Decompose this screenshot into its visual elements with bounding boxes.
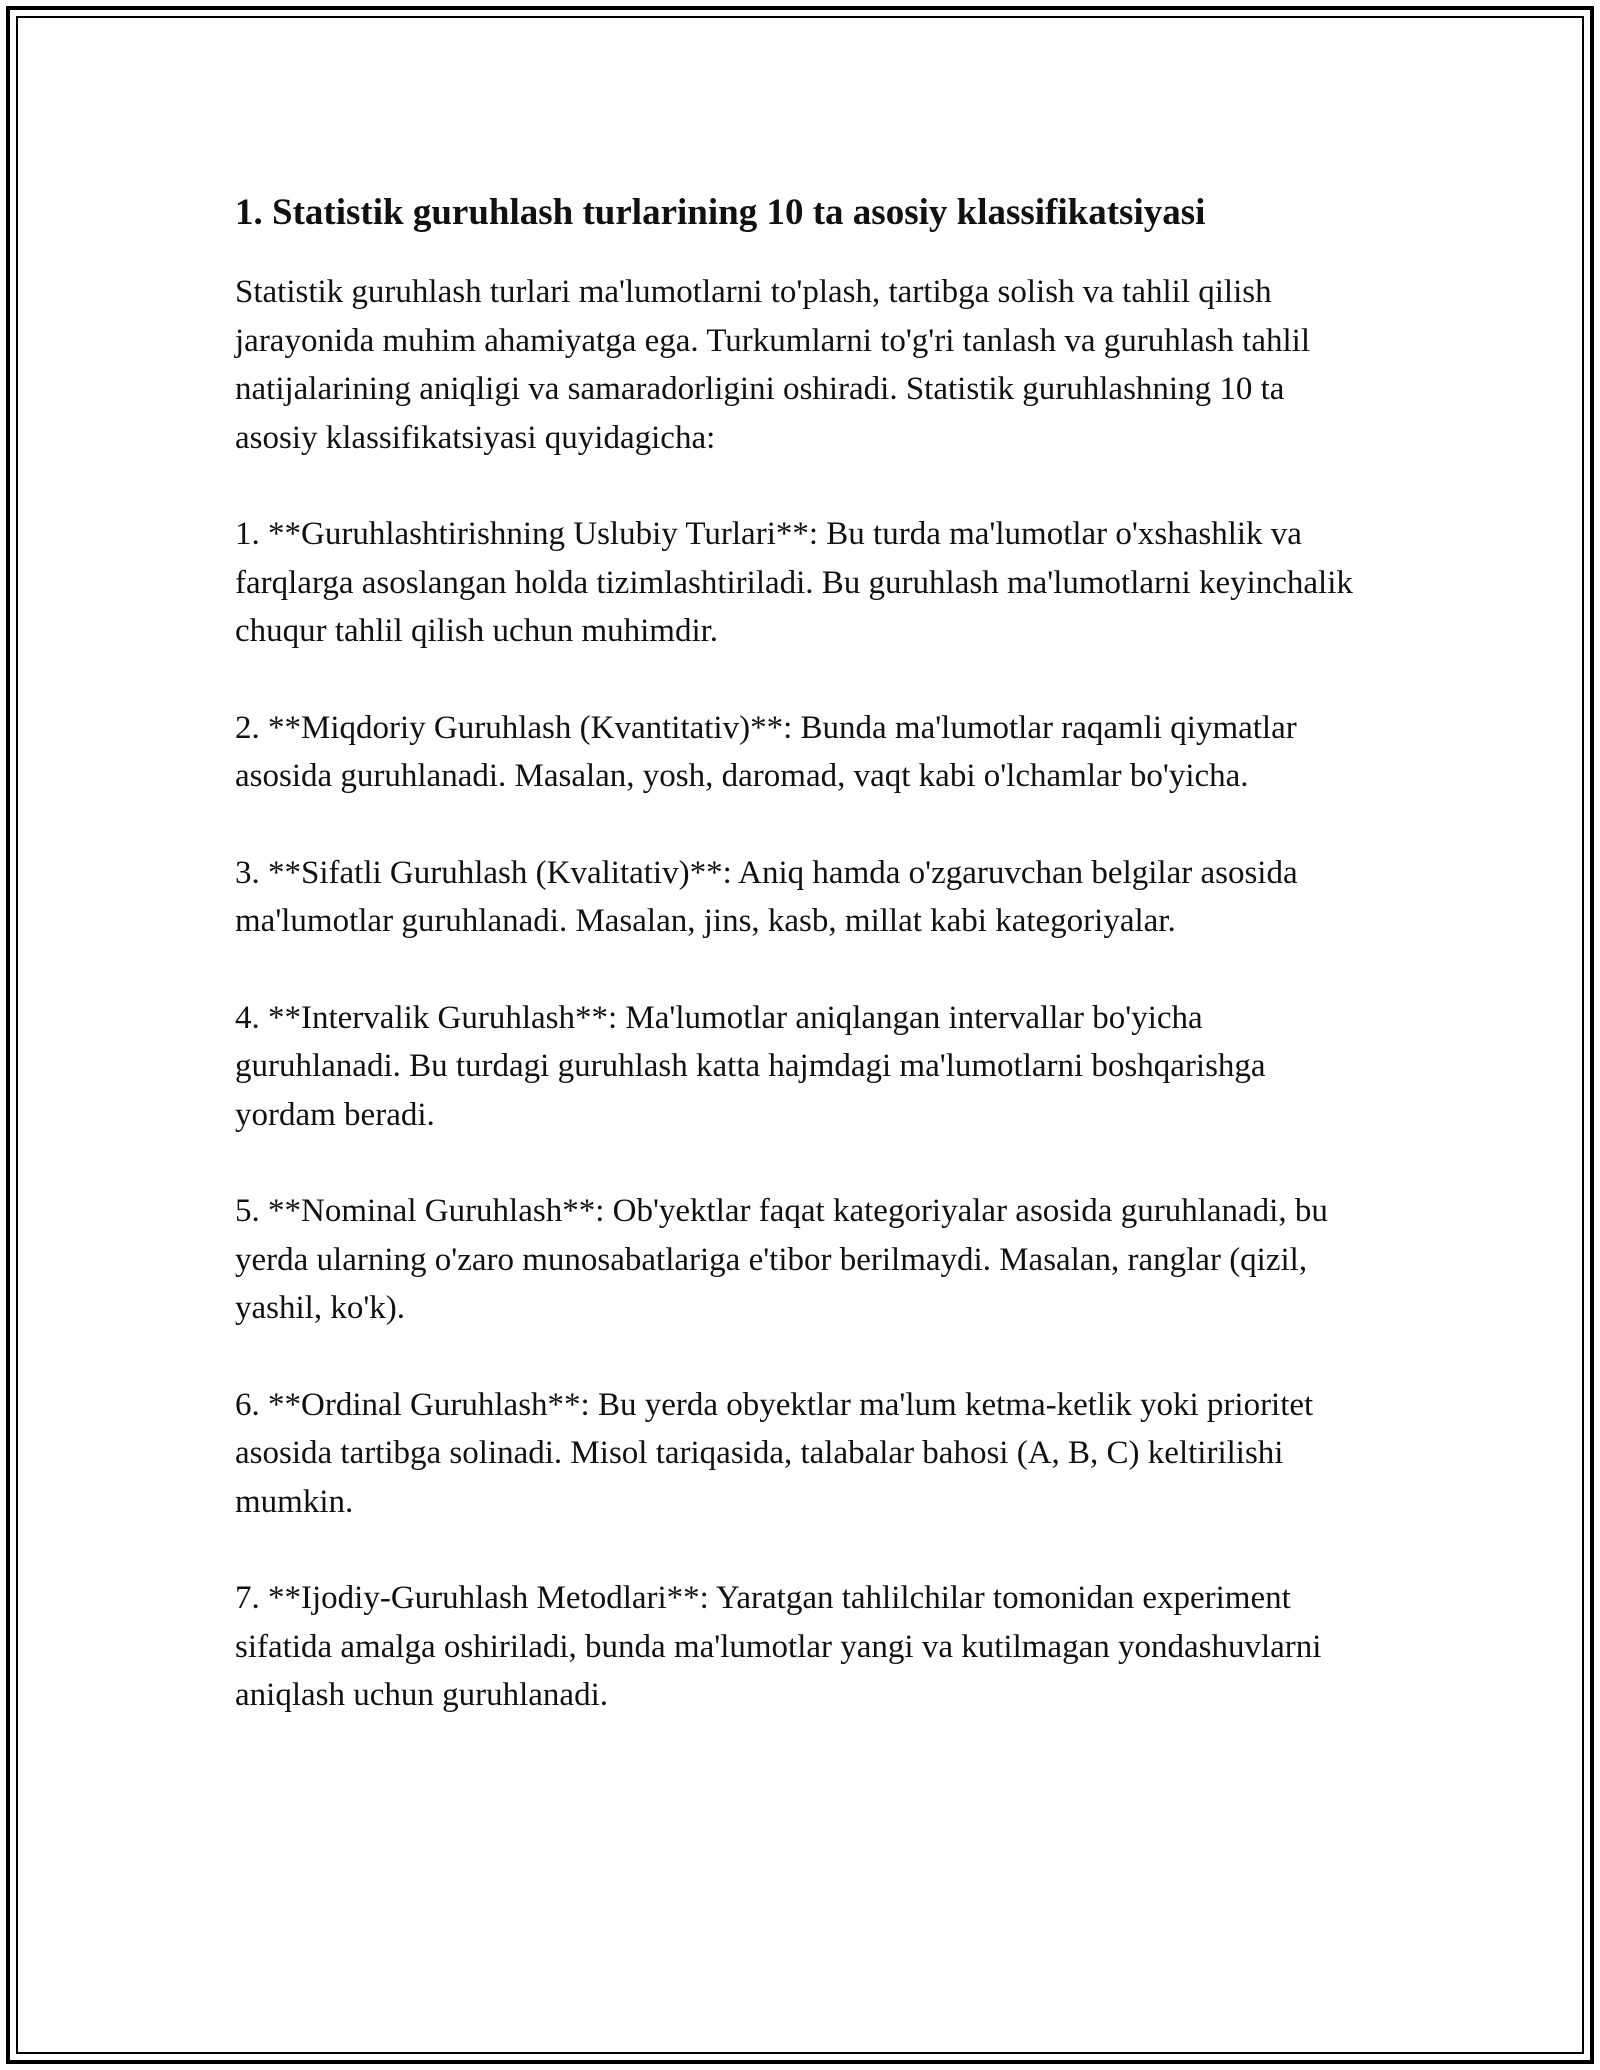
list-item-5: 5. **Nominal Guruhlash**: Ob'yektlar faqat kategoriyalar asosida guruhlanadi, bu yerda ularning o'zaro munosabatlariga e'tibor berilmaydi. Masalan, ranglar (qizil, yashil, ko'k). (235, 1193, 1328, 1326)
list-item-6: 6. **Ordinal Guruhlash**: Bu yerda obyektlar ma'lum ketma-ketlik yoki prioritet asosida tartibga solinadi. Misol tariqasida, talabalar bahosi (A, B, C) keltirilishi mumkin. (235, 1386, 1314, 1520)
intro-paragraph: Statistik guruhlash turlari ma'lumotlarni to'plash, tartibga solish va tahlil qilish jarayonida muhim ahamiyatga ega. Turkumlarni to'g'ri tanlash va guruhlash tahlil natijalarining aniqligi va samaradorligini oshiradi. Statistik guruhlashning 10 ta asosiy klassifikatsiyasi quyidagicha: (235, 274, 1310, 456)
list-item-2: 2. **Miqdoriy Guruhlash (Kvantitativ)**: Bunda ma'lumotlar raqamli qiymatlar asosida guruhlanadi. Masalan, yosh, daromad, vaqt kabi o'lchamlar bo'yicha. (235, 709, 1297, 794)
document-body (235, 188, 1365, 1768)
list-item-7: 7. **Ijodiy-Guruhlash Metodlari**: Yaratgan tahlilchilar tomonidan experiment sifatida amalga oshiriladi, bunda ma'lumotlar yangi va kutilmagan yondashuvlarni aniqlash uchun guruhlanadi. (235, 1580, 1322, 1713)
list-item-3: 3. **Sifatli Guruhlash (Kvalitativ)**: Aniq hamda o'zgaruvchan belgilar asosida ma'lumotlar guruhlanadi. Masalan, jins, kasb, millat kabi kategoriyalar. (235, 854, 1298, 939)
list-item-4: 4. **Intervalik Guruhlash**: Ma'lumotlar aniqlangan intervallar bo'yicha guruhlanadi. Bu turdagi guruhlash katta hajmdagi ma'lumotlarni boshqarishga yordam beradi. (235, 999, 1266, 1133)
document-title: 1. Statistik guruhlash turlarining 10 ta asosiy klassifikatsiyasi (235, 192, 1206, 233)
list-item-1: 1. **Guruhlashtirishning Uslubiy Turlari**: Bu turda ma'lumotlar o'xshashlik va farqlarga asoslangan holda tizimlashtiriladi. Bu guruhlash ma'lumotlarni keyinchalik chuqur tahlil qilish uchun muhimdir. (235, 516, 1353, 649)
